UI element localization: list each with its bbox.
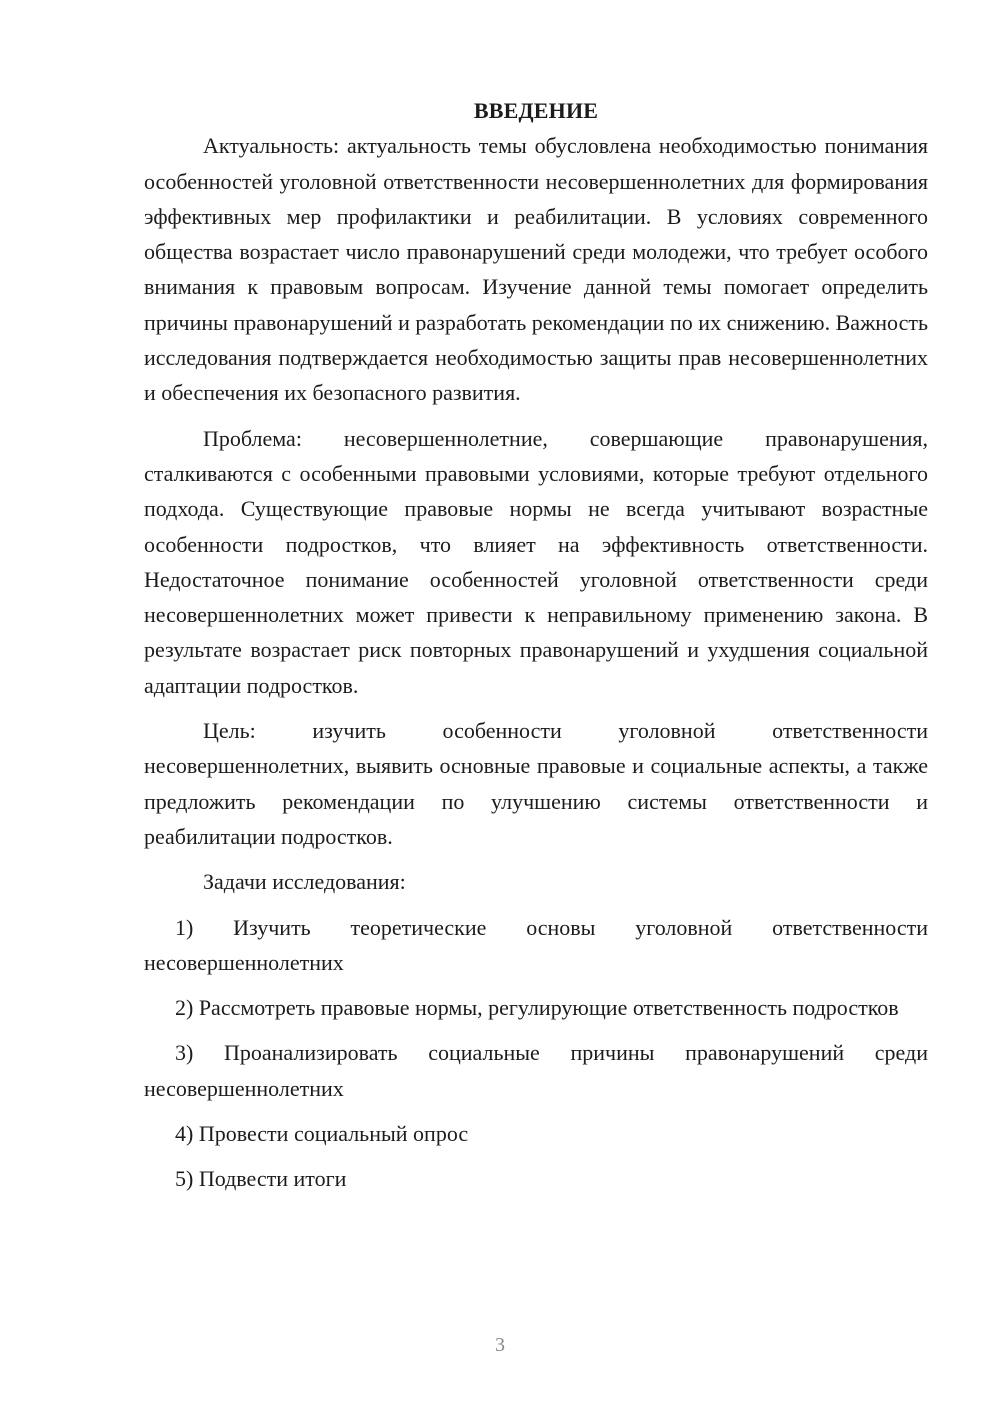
tasks-heading: Задачи исследования: [203,869,406,895]
task-item: 5) Подвести итоги [175,1166,347,1192]
problem-paragraph: Проблема: несовершеннолетние, совершающие правонарушения, сталкиваются с особенными правовыми условиями, которые требуют отдельного подхода. Существующие правовые нормы не всегда учитывают возрастные особенности подростков, что влияет на эффективность ответственности. Недостаточное понимание особенностей уголовной ответственности среди несовершеннолетних может привести к неправильному применению закона. В результате возрастает риск повторных правонарушений и ухудшения социальной адаптации подростков. [144,425,928,698]
task-item: 3) Проанализировать социальные причины правонарушений среди несовершеннолетних [144,1040,928,1101]
relevance-paragraph: Актуальность: актуальность темы обусловлена необходимостью понимания особенностей уголовной ответственности несовершеннолетних для формирования эффективных мер профилактики и реабилитации. В условиях современного общества возрастает число правонарушений среди молодежи, что требует особого внимания к правовым вопросам. Изучение данной темы помогает определить причины правонарушений и разработать рекомендации по их снижению. Важность исследования подтверждается необходимостью защиты прав несовершеннолетних и обеспечения их безопасного развития. [144,133,928,406]
section-title: ВВЕДЕНИЕ [473,98,599,123]
task-item: 2) Рассмотреть правовые нормы, регулирующие ответственность подростков [175,995,899,1021]
task-item: 1) Изучить теоретические основы уголовной ответственности несовершеннолетних [144,914,928,975]
goal-paragraph: Цель: изучить особенности уголовной ответственности несовершеннолетних, выявить основные правовые и социальные аспекты, а также предложить рекомендации по улучшению системы ответственности и реабилитации подростков. [144,718,928,849]
page-number: 3 [495,1334,505,1356]
tasks-list [144,910,928,1197]
page-content [144,93,928,1197]
task-item: 4) Провести социальный опрос [175,1121,469,1147]
